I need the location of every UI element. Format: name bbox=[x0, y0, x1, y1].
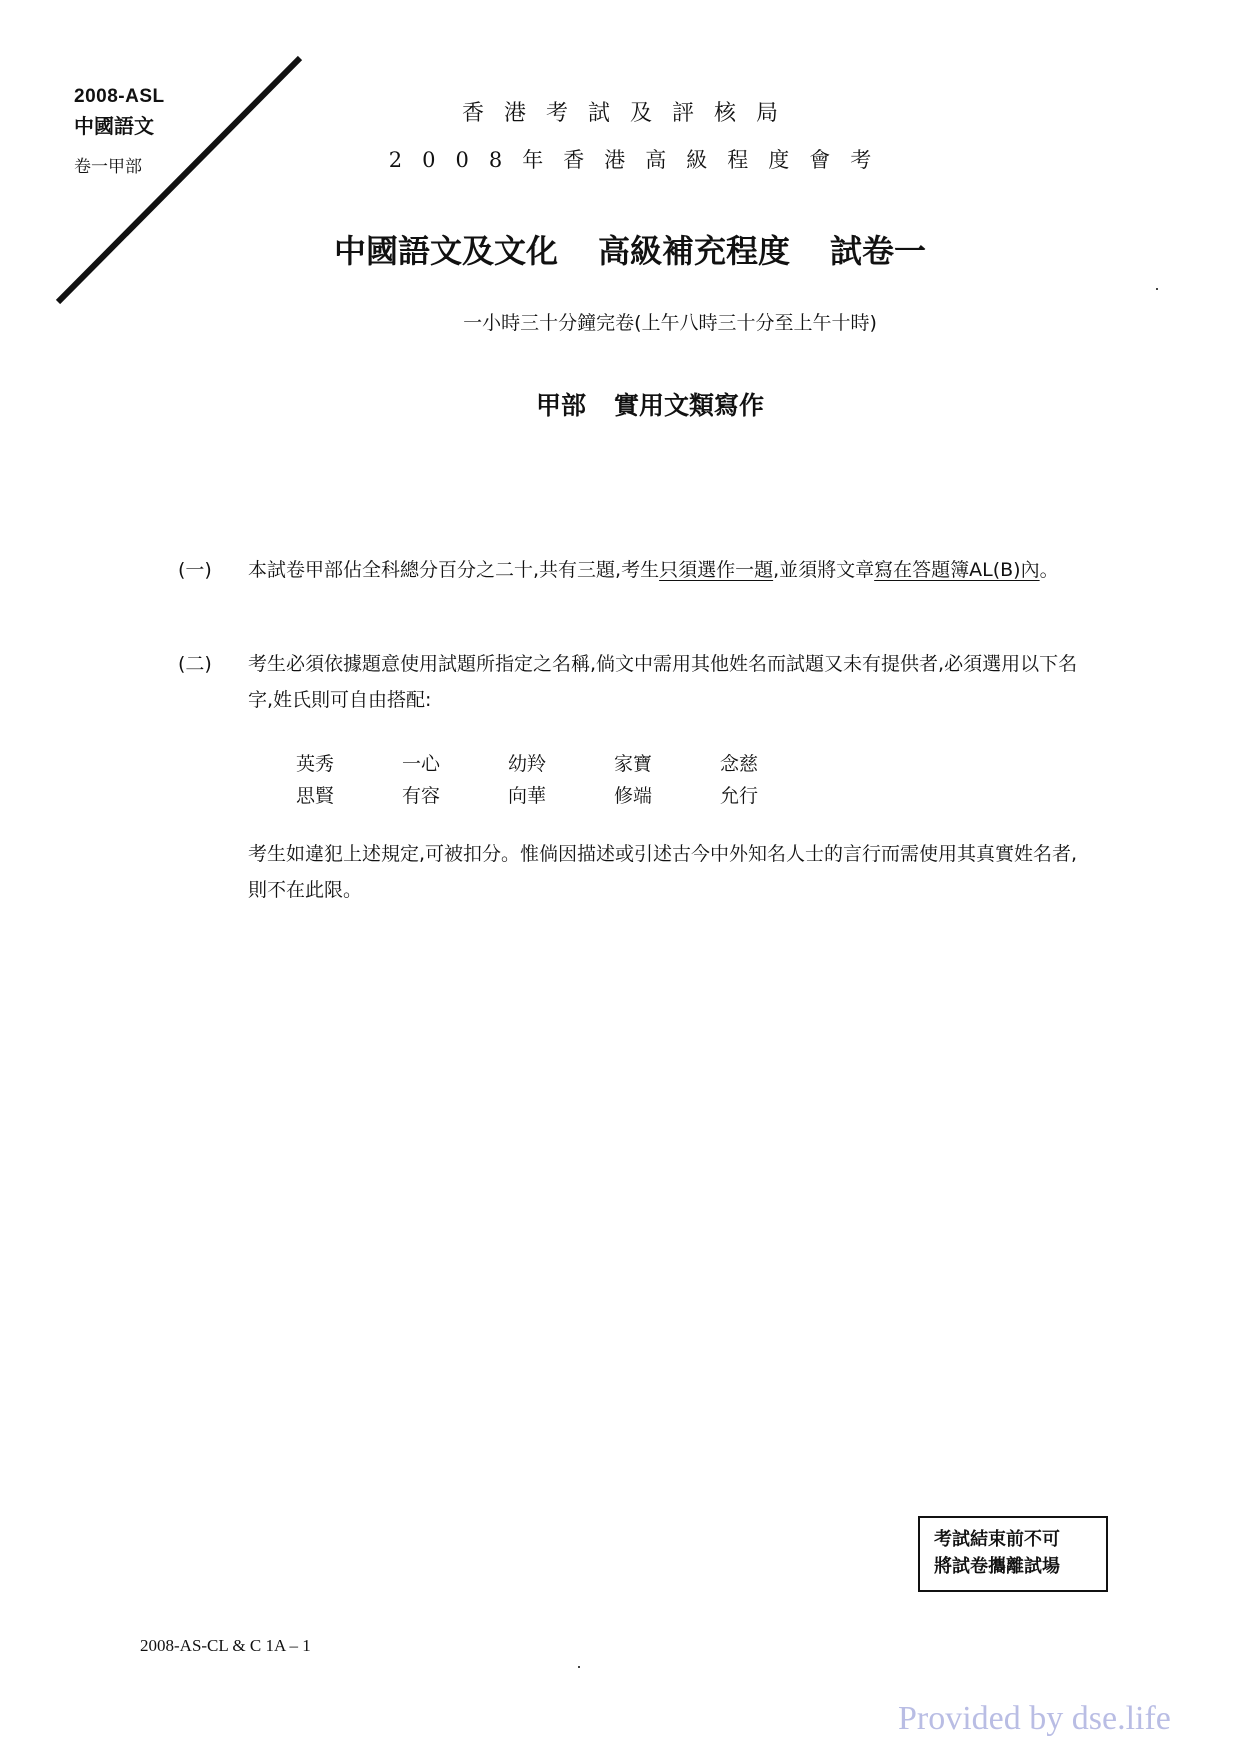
paper-code: 2008-ASL bbox=[74, 86, 165, 107]
instruction-seg: 本試卷甲部佔全科總分百分之二十,共有三題,考生 bbox=[248, 559, 660, 581]
name-item: 一心 bbox=[402, 753, 441, 775]
instruction-seg: ,並須將文章 bbox=[773, 559, 875, 581]
scan-speck bbox=[578, 1666, 580, 1668]
paper-part: 卷一甲部 bbox=[74, 157, 142, 177]
watermark: Provided by dse.life bbox=[898, 1700, 1171, 1737]
name-item: 英秀 bbox=[296, 753, 335, 775]
instruction-underlined: 寫在答題簿AL(B)內 bbox=[874, 559, 1040, 581]
names-list bbox=[296, 748, 896, 812]
scan-speck bbox=[1156, 288, 1158, 290]
page-code: 2008-AS-CL & C 1A – 1 bbox=[140, 1636, 311, 1655]
name-item: 修端 bbox=[614, 785, 653, 807]
section-title: 實用文類寫作 bbox=[614, 391, 765, 420]
title-level: 高級補充程度 bbox=[597, 232, 790, 270]
paper-title bbox=[0, 226, 1240, 272]
exam-name: 2008年香港高級程度會考 bbox=[388, 148, 892, 172]
name-item: 思賢 bbox=[296, 785, 335, 807]
instruction-seg: 。 bbox=[1039, 559, 1059, 581]
notice-line: 考試結束前不可 bbox=[934, 1529, 1060, 1550]
name-item: 家寶 bbox=[614, 753, 653, 775]
notice-line: 將試卷攜離試場 bbox=[934, 1556, 1060, 1577]
instruction-2 bbox=[178, 646, 1078, 718]
name-item: 幼羚 bbox=[508, 753, 547, 775]
instruction-1 bbox=[178, 552, 1078, 588]
instruction-number: (一) bbox=[178, 559, 212, 581]
name-item: 允行 bbox=[720, 785, 759, 807]
penalty-note: 考生如違犯上述規定,可被扣分。惟倘因描述或引述古今中外知名人士的言行而需使用其真實姓名者,則不在此限。 bbox=[248, 843, 1078, 901]
names-row bbox=[296, 748, 896, 780]
name-item: 念慈 bbox=[720, 753, 759, 775]
exam-duration: 一小時三十分鐘完卷(上午八時三十分至上午十時) bbox=[463, 312, 877, 334]
names-row bbox=[296, 780, 896, 812]
title-subject: 中國語文及文化 bbox=[333, 232, 558, 270]
instruction-text: 考生必須依據題意使用試題所指定之名稱,倘文中需用其他姓名而試題又未有提供者,必須選用以下名字,姓氏則可自由搭配: bbox=[248, 653, 1078, 711]
section-heading bbox=[0, 386, 1240, 422]
name-item: 向華 bbox=[508, 785, 547, 807]
instruction-text bbox=[248, 552, 1078, 588]
notice-box bbox=[918, 1516, 1108, 1592]
name-item: 有容 bbox=[402, 785, 441, 807]
paper-subject: 中國語文 bbox=[74, 114, 154, 138]
instruction-number: (二) bbox=[178, 653, 212, 675]
title-paper: 試卷一 bbox=[830, 232, 927, 270]
section-label: 甲部 bbox=[535, 391, 586, 420]
exam-authority: 香港考試及評核局 bbox=[461, 101, 798, 126]
instruction-underlined: 只須選作一題 bbox=[659, 559, 774, 581]
